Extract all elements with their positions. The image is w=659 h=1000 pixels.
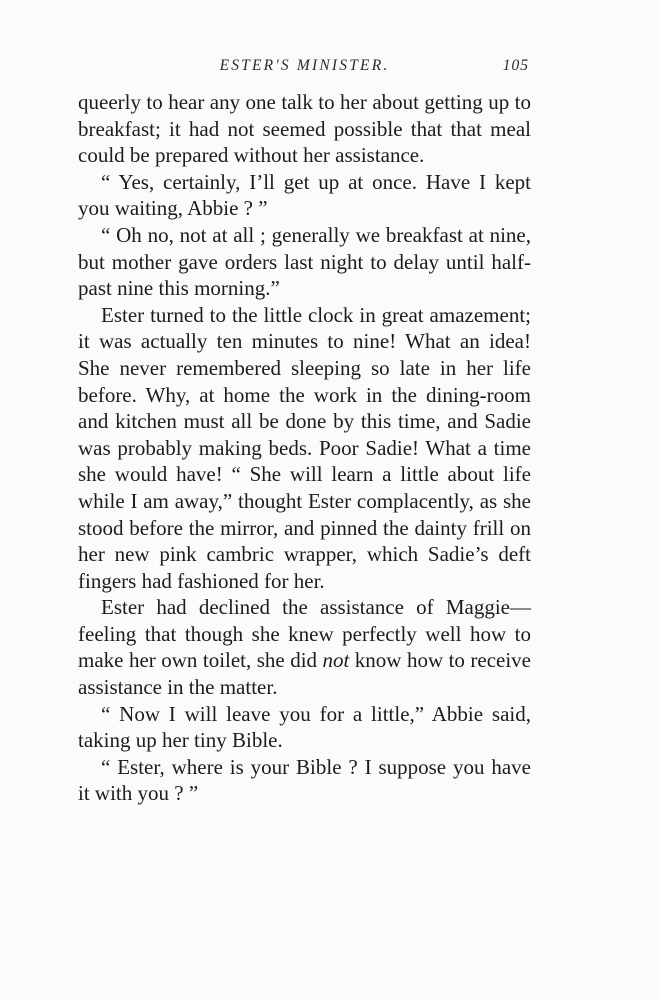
paragraph-text: queerly to hear any one talk to her about getting up to breakfast; it had not seemed possible that that meal could be prepared without her assistance. xyxy=(78,90,531,168)
running-header xyxy=(78,57,531,81)
emphasized-word: not xyxy=(322,648,350,673)
page-number: 105 xyxy=(502,57,529,74)
paragraph-text: “ Ester, where is your Bible ? I suppose you have it with you ? ” xyxy=(78,754,531,806)
paragraph-text: “ Yes, certainly, I’ll get up at once. Have I kept you waiting, Abbie ? ” xyxy=(78,169,531,221)
paragraph xyxy=(78,754,531,807)
paragraph-text: “ Now I will leave you for a little,” Abbie said, taking up her tiny Bible. xyxy=(78,701,531,753)
paragraph xyxy=(78,701,531,754)
paragraph-text: know how to receive assistance in the matter. xyxy=(78,648,531,700)
paragraph xyxy=(78,89,531,169)
body-text xyxy=(78,89,531,807)
paragraph xyxy=(78,302,531,595)
running-title: ESTER'S MINISTER. xyxy=(219,57,390,74)
paragraph xyxy=(78,594,531,700)
paragraph-text: Ester had declined the assistance of Maggie—feeling that though she knew perfectly well how to make her own toilet, she did xyxy=(78,595,531,673)
paragraph-text: Ester turned to the little clock in great amazement; it was actually ten minutes to nine! What an idea! She never remembered sleeping so late in her life before. Why, at home the work in the dining-room and kitchen must all be done by this time, and Sadie was probably making beds. Poor Sadie! What a time she would have! “ She will learn a little about life while I am away,” thought Ester complacently, as she stood before the mirror, and pinned the dainty frill on her new pink cambric wrapper, which Sadie’s deft fingers had fashioned for her. xyxy=(78,302,531,593)
paragraph-text: “ Oh no, not at all ; generally we breakfast at nine, but mother gave orders last night to delay until half-past nine this morning.” xyxy=(78,222,531,301)
paragraph xyxy=(78,222,531,302)
paragraph xyxy=(78,169,531,222)
